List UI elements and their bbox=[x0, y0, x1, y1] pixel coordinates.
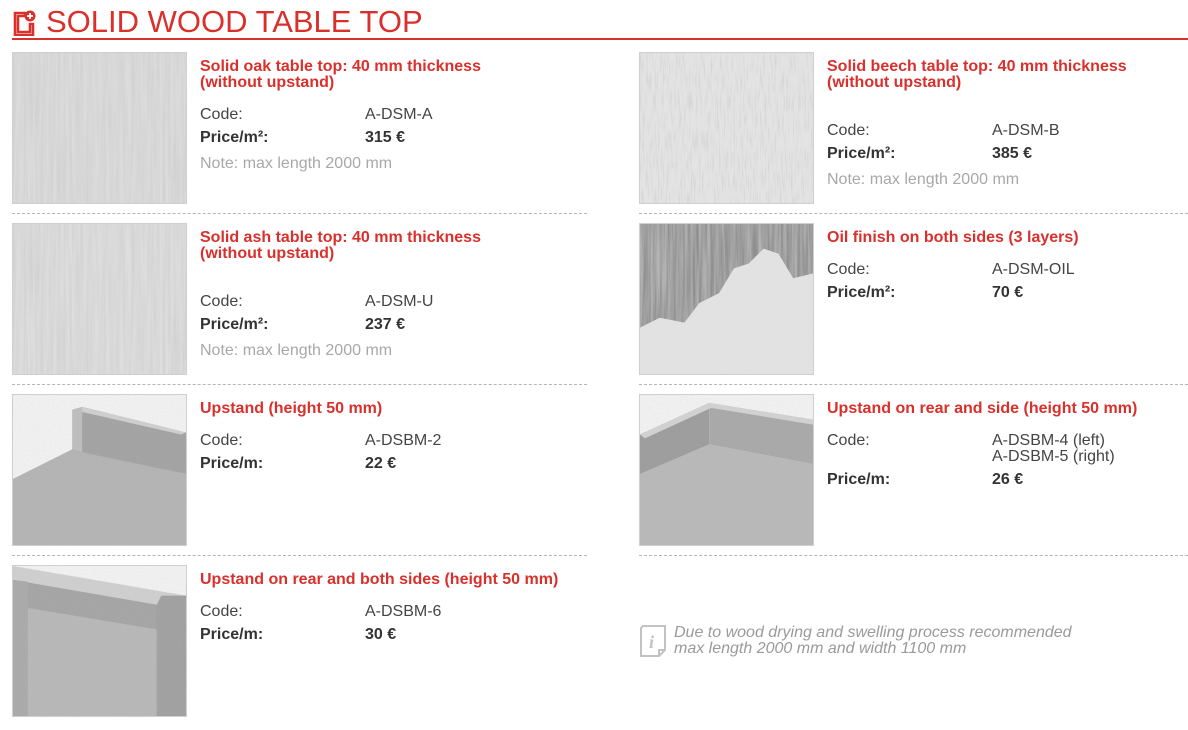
info-text-line2: max length 2000 mm and width 1100 mm bbox=[674, 640, 967, 657]
info-text-line1: Due to wood drying and swelling process recommended bbox=[674, 624, 1072, 641]
svg-text:i: i bbox=[649, 632, 655, 652]
product-item: Upstand (height 50 mm) Code: A-DSBM-2 Price/m: 22 € bbox=[12, 394, 587, 546]
divider bbox=[12, 213, 587, 214]
product-item: Upstand on rear and side (height 50 mm) Code: A-DSBM-4 (left) A-DSBM-5 (right) Price/m: 26 € bbox=[639, 394, 1188, 546]
product-image-upstand-rear-side[interactable] bbox=[639, 394, 814, 546]
divider bbox=[639, 384, 1188, 385]
product-title[interactable]: Solid ash table top: 40 mm thickness (without upstand) bbox=[200, 229, 481, 262]
product-image-upstand-rear-both-sides[interactable] bbox=[12, 565, 187, 717]
product-title[interactable]: Solid beech table top: 40 mm thickness (without upstand) bbox=[827, 58, 1127, 91]
product-image-oil-finish[interactable] bbox=[639, 223, 814, 375]
page-title: SOLID WOOD TABLE TOP bbox=[46, 4, 423, 39]
product-title[interactable]: Oil finish on both sides (3 layers) bbox=[827, 229, 1079, 246]
tag-plus-icon bbox=[12, 10, 36, 36]
product-item: Solid beech table top: 40 mm thickness (without upstand) Code: A-DSM-B Price/m²: 385 € Note: max length 2000 mm bbox=[639, 52, 1188, 204]
product-image-upstand[interactable] bbox=[12, 394, 187, 546]
note-text: Note: max length 2000 mm bbox=[827, 171, 1020, 188]
product-image-ash[interactable] bbox=[12, 223, 187, 375]
note-text: Note: max length 2000 mm bbox=[200, 155, 393, 172]
divider bbox=[639, 213, 1188, 214]
product-item: Solid oak table top: 40 mm thickness (without upstand) Code: A-DSM-A Price/m²: 315 € Note: max length 2000 mm bbox=[12, 52, 587, 204]
product-title[interactable]: Upstand on rear and both sides (height 50 mm) bbox=[200, 571, 559, 588]
product-image-oak[interactable] bbox=[12, 52, 187, 204]
note-text: Note: max length 2000 mm bbox=[200, 342, 393, 359]
product-title[interactable]: Upstand on rear and side (height 50 mm) bbox=[827, 400, 1138, 417]
product-title[interactable]: Solid oak table top: 40 mm thickness (without upstand) bbox=[200, 58, 481, 91]
page-header bbox=[12, 4, 1188, 40]
divider bbox=[12, 555, 587, 556]
product-item: Oil finish on both sides (3 layers) Code: A-DSM-OIL Price/m²: 70 € bbox=[639, 223, 1188, 375]
product-item: Solid ash table top: 40 mm thickness (without upstand) Code: A-DSM-U Price/m²: 237 € Note: max length 2000 mm bbox=[12, 223, 587, 375]
product-title[interactable]: Upstand (height 50 mm) bbox=[200, 400, 383, 417]
info-note bbox=[639, 624, 1159, 664]
info-icon bbox=[639, 624, 667, 658]
divider bbox=[639, 555, 1188, 556]
divider bbox=[12, 384, 587, 385]
product-image-beech[interactable] bbox=[639, 52, 814, 204]
product-item: Upstand on rear and both sides (height 50 mm) Code: A-DSBM-6 Price/m: 30 € bbox=[12, 565, 587, 717]
